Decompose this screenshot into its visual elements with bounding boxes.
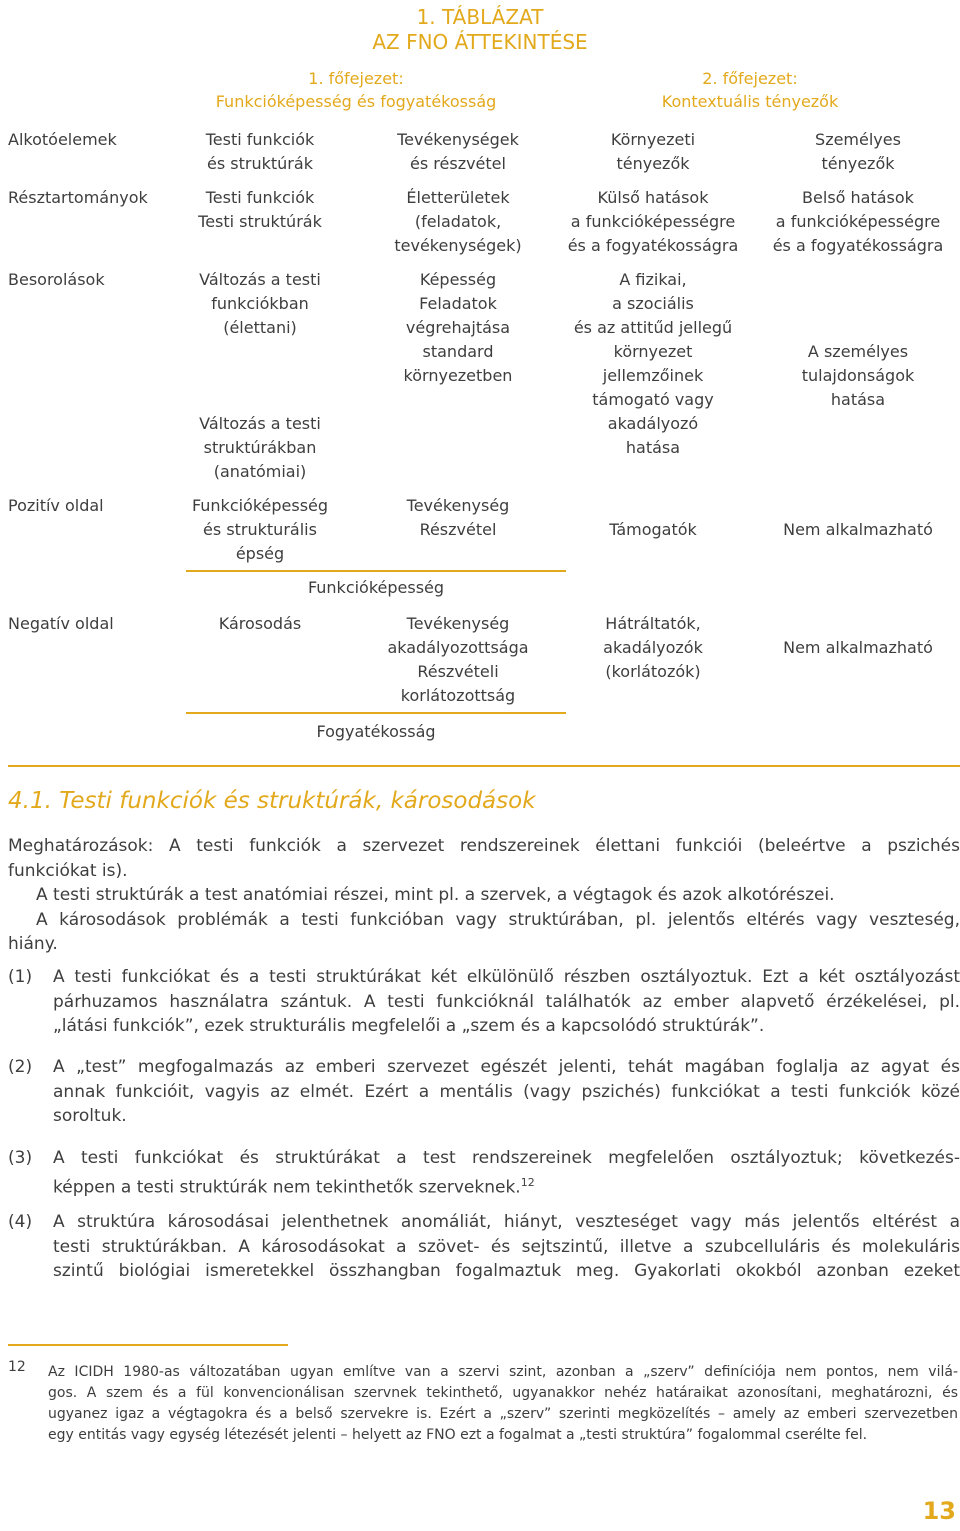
pozitiv-span-rule bbox=[186, 570, 566, 572]
footnote-number: 12 bbox=[8, 1359, 26, 1375]
alkotoelemek-personal: Személyes tényezők bbox=[815, 130, 901, 173]
alkotoelemek-activities: Tevékenységek és részvétel bbox=[397, 130, 519, 173]
row-label-negativ: Negatív oldal bbox=[8, 614, 114, 633]
pozitiv-c1: Funkcióképesség és strukturális épség bbox=[191, 496, 329, 563]
row-label-resztartomanyok: Résztartományok bbox=[8, 188, 148, 207]
besorolasok-c4: A személyes tulajdonságok hatása bbox=[801, 342, 915, 409]
pozitiv-span-label: Funkcióképesség bbox=[307, 578, 445, 597]
row-label-besorolasok: Besorolások bbox=[8, 270, 105, 289]
footnote-rule bbox=[8, 1344, 288, 1346]
pozitiv-c2: Tevékenység Részvétel bbox=[406, 496, 510, 539]
part1-header bbox=[186, 67, 526, 113]
negativ-c4: Nem alkalmazható bbox=[783, 638, 933, 657]
table-bottom-rule bbox=[8, 765, 960, 767]
row-label-alkotoelemek: Alkotóelemek bbox=[8, 130, 117, 149]
definitions-paragraph: Meghatározások: A testi funkciók a szervezet rendszereinek élettani funkciói (beleértve a pszichés funkciókat is). A testi struktúrák a test anatómiai részei, mint pl. a szervek, a végtagok és azok alkotórészei. A károsodások problémák a testi funkcióban vagy struktúrában, pl. jelentős eltérés vagy veszteség, hiány. bbox=[8, 836, 960, 954]
alkotoelemek-environmental: Környezeti tényezők bbox=[610, 130, 696, 173]
table-title-line2: AZ FNO ÁTTEKINTÉSE bbox=[372, 30, 588, 54]
item-2-number: (2) bbox=[8, 1057, 33, 1077]
negativ-c3: Hátráltatók, akadályozók (korlátozók) bbox=[603, 614, 703, 681]
pozitiv-c3: Támogatók bbox=[609, 520, 697, 539]
numbered-item-4: (4) A struktúra károsodásai jelenthetnek anomáliát, hiányt, veszteséget vagy más jelentős eltérést a testi struktúrákban. A károsodásokat a szövet- és sejtszintű, illetve a szubcelluláris és molekuláris szintű biológiai ismeretekkel összhangban fogalmaztuk meg. Gyakorlati okokból azonban ezeket bbox=[8, 1212, 960, 1281]
besorolasok-c1b: Változás a testi struktúrákban (anatómiai) bbox=[199, 414, 321, 481]
table-title bbox=[290, 5, 670, 55]
besorolasok-c2: Képesség Feladatok végrehajtása standard környezetben bbox=[403, 270, 513, 385]
besorolasok-c1a: Változás a testi funkciókban (élettani) bbox=[199, 270, 321, 337]
footnote-text: Az ICIDH 1980-as változatában ugyan említve van a szervi szint, azonban a „szerv” definíciója nem pontos, nem vilá- gos. A szem és a fül konvencionálisan szervnek tekinthető, ugyanakkor nehéz határaikat azonosítani, meghatározni, és ugyanez igaz a végtagokra és a belső szervekre is. Ezért a „szerv” szerinti megközelítés – amely az emberi szervezetben egy entitás vagy egység létezését jelenti – helyett az FNO ezt a fogalmat a „testi struktúra” fogalommal cserélte fel. bbox=[48, 1364, 958, 1443]
resztartomanyok-c1: Testi funkciók Testi struktúrák bbox=[198, 188, 322, 231]
negativ-c2: Tevékenység akadályozottsága Részvételi korlátozottság bbox=[387, 614, 529, 705]
part2-header bbox=[580, 67, 920, 113]
page-number: 13 bbox=[922, 1497, 956, 1525]
resztartomanyok-c4: Belső hatások a funkcióképességre és a fogyatékosságra bbox=[772, 188, 944, 255]
numbered-item-1: (1) A testi funkciókat és a testi struktúrákat két elkülönülő részben osztályoztuk. Ezt a két osztályozást párhuzamos használatra szántuk. A testi funkcióknál találhatók az ember alapvető érzékelései, pl. „látási funkciók”, ezek strukturális megfelelői a „szem és a kapcsolódó struktúrák”. bbox=[8, 967, 960, 1036]
section-title: 4.1. Testi funkciók és struktúrák, károsodások bbox=[8, 788, 536, 814]
part1-number: 1. főfejezet: bbox=[308, 69, 404, 88]
part2-number: 2. főfejezet: bbox=[702, 69, 798, 88]
besorolasok-c3: A fizikai, a szociális és az attitűd jellegű környezet jellemzőinek támogató vagy akadályozó hatása bbox=[573, 270, 733, 457]
resztartomanyok-c2: Életterületek (feladatok, tevékenységek) bbox=[394, 188, 522, 255]
part2-title: Kontextuális tényezők bbox=[661, 92, 839, 111]
pozitiv-c4: Nem alkalmazható bbox=[783, 520, 933, 539]
numbered-item-2: (2) A „test” megfogalmazás az emberi szervezet egészét jelenti, tehát magában foglalja az agyat és annak funkcióit, vagyis az elmét. Ezért a mentális (vagy pszichés) funkciókat a testi funkciók közé soroltuk. bbox=[8, 1057, 960, 1126]
alkotoelemek-body-functions: Testi funkciók és struktúrák bbox=[205, 130, 315, 173]
item-3-number: (3) bbox=[8, 1148, 33, 1168]
numbered-item-3: (3) A testi funkciókat és struktúrákat a test rendszereinek megfelelően osztályoztuk; következés- képpen a testi struktúrák nem tekinthetők szerveknek.$^{12}$ bbox=[8, 1148, 960, 1198]
footnote-ref-12[interactable]: 12 bbox=[520, 1175, 535, 1189]
negativ-span-rule bbox=[186, 712, 566, 714]
item-1-number: (1) bbox=[8, 967, 33, 987]
part1-title: Funkcióképesség és fogyatékosság bbox=[215, 92, 497, 111]
row-label-pozitiv: Pozitív oldal bbox=[8, 496, 104, 515]
negativ-c1: Károsodás bbox=[218, 614, 302, 633]
negativ-span-label: Fogyatékosság bbox=[316, 722, 436, 741]
resztartomanyok-c3: Külső hatások a funkcióképességre és a fogyatékosságra bbox=[567, 188, 739, 255]
table-title-line1: 1. TÁBLÁZAT bbox=[416, 5, 544, 29]
item-4-number: (4) bbox=[8, 1212, 33, 1232]
